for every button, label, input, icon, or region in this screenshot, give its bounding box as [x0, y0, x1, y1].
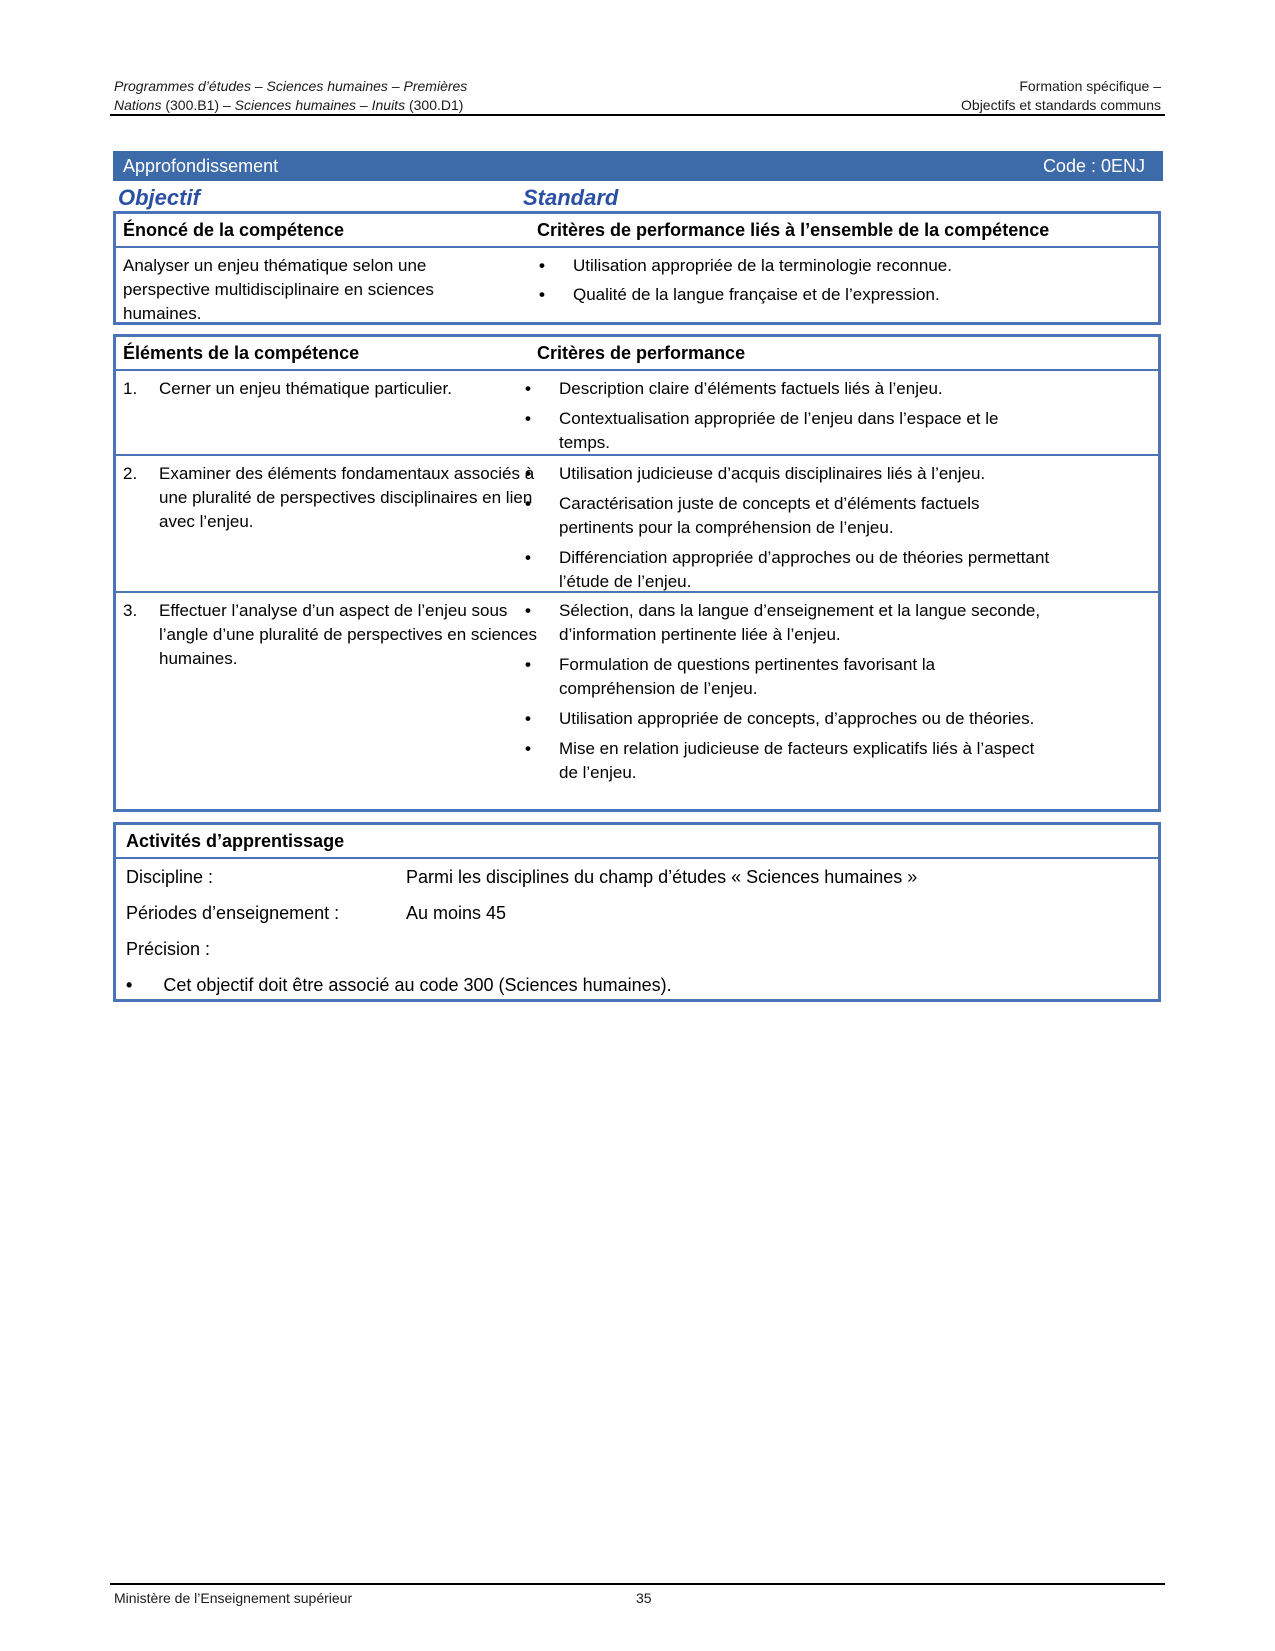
banner-title: Approfondissement — [123, 156, 279, 176]
activities-header: Activités d’apprentissage — [126, 831, 345, 851]
element-number: 2. — [123, 464, 138, 483]
header-segment: Premières — [403, 78, 468, 94]
header-right-line1: Formation spécifique – — [1019, 78, 1161, 94]
criterion-item: • Contextualisation appropriée de l’enjeu dans l’espace et le temps. — [523, 407, 1053, 455]
footer-ministry: Ministère de l’Enseignement supérieur — [114, 1590, 353, 1606]
periods-value: Au moins 45 — [406, 903, 507, 923]
elements-box — [113, 334, 1161, 812]
banner-code: Code : 0ENJ — [1042, 156, 1145, 176]
precision-item: Cet objectif doit être associé au code 300 (Sciences humaines). — [163, 975, 672, 995]
criterion-item: • Formulation de questions pertinentes favorisant la compréhension de l’enjeu. — [523, 653, 1053, 701]
element-row — [116, 369, 1158, 452]
element-number: 3. — [123, 601, 138, 620]
element-description: Effectuer l’analyse d’un aspect de l’enjeu sous l’angle d’une pluralité de perspectives en sciences humaines. — [159, 601, 538, 668]
precision-label: Précision : — [126, 939, 211, 959]
header-segment: (300.B1) – — [161, 97, 235, 113]
element-text — [123, 599, 539, 671]
elements-header-row — [116, 337, 1158, 371]
header-segment: Nations — [114, 97, 162, 113]
criterion-item: • Utilisation judicieuse d’acquis disciplinaires liés à l’enjeu. — [523, 462, 1053, 486]
competence-header-right: Critères de performance liés à l’ensemble de la compétence — [537, 220, 1050, 240]
competence-box — [113, 211, 1161, 325]
element-description: Examiner des éléments fondamentaux associés à une pluralité de perspectives disciplinaires en lien avec l’enjeu. — [159, 464, 535, 531]
criterion-item: • Mise en relation judicieuse de facteurs explicatifs liés à l’aspect de l’enjeu. — [523, 737, 1053, 785]
header-segment: Sciences humaines — [266, 78, 388, 94]
discipline-label: Discipline : — [126, 867, 214, 887]
header-segment: Programmes d’études — [114, 78, 251, 94]
objectif-heading: Objectif — [118, 185, 200, 210]
activities-box — [113, 822, 1161, 1002]
approfondissement-banner — [113, 151, 1163, 181]
elements-header-left: Éléments de la compétence — [123, 343, 360, 363]
element-criteria — [523, 377, 1053, 461]
precision-bullet: • — [126, 975, 133, 995]
element-text — [123, 377, 539, 401]
header-segment: – — [356, 97, 372, 113]
element-criteria — [523, 599, 1053, 791]
header-rule — [110, 114, 1165, 116]
element-number: 1. — [123, 379, 138, 398]
header-segment: – — [387, 78, 404, 94]
header-left-line2 — [114, 96, 544, 115]
periods-label: Périodes d’enseignement : — [126, 903, 340, 923]
footer-rule — [110, 1583, 1165, 1585]
header-segment: Sciences humaines — [234, 97, 357, 113]
element-row — [116, 454, 1158, 591]
precision-list — [126, 975, 1126, 996]
header-segment: – — [250, 78, 267, 94]
element-text — [123, 462, 539, 534]
competence-statement: Analyser un enjeu thématique selon une perspective multidisciplinaire en sciences humaines. — [123, 256, 434, 323]
footer-page-number: 35 — [636, 1590, 652, 1606]
competence-header-row — [116, 214, 1158, 248]
competence-criteria — [537, 254, 1157, 312]
header-segment: Inuits — [371, 97, 406, 113]
criterion-item: • Utilisation appropriée de concepts, d’approches ou de théories. — [523, 707, 1053, 731]
criterion-item: • Qualité de la langue française et de l’expression. — [537, 283, 1157, 307]
criterion-item: • Description claire d’éléments factuels liés à l’enjeu. — [523, 377, 1053, 401]
competence-header-left: Énoncé de la compétence — [123, 220, 345, 240]
header-right-line2: Objectifs et standards communs — [961, 97, 1161, 113]
element-row — [116, 591, 1158, 782]
activities-header-row — [116, 825, 1158, 859]
header-left — [114, 77, 544, 115]
criterion-item: • Caractérisation juste de concepts et d’éléments factuels pertinents pour la compréhension de l’enjeu. — [523, 492, 1053, 540]
header-left-line1 — [114, 77, 544, 96]
elements-header-right: Critères de performance — [537, 343, 746, 363]
discipline-value: Parmi les disciplines du champ d’études « Sciences humaines » — [406, 867, 918, 887]
element-criteria — [523, 462, 1053, 600]
header-right — [831, 77, 1161, 115]
criterion-item: • Utilisation appropriée de la terminologie reconnue. — [537, 254, 1157, 278]
element-description: Cerner un enjeu thématique particulier. — [159, 379, 452, 398]
criterion-item: • Sélection, dans la langue d’enseignement et la langue seconde, d’information pertinente liée à l’enjeu. — [523, 599, 1053, 647]
header-segment: (300.D1) — [405, 97, 464, 113]
standard-heading: Standard — [523, 185, 619, 210]
criterion-item: • Différenciation appropriée d’approches ou de théories permettant l’étude de l’enjeu. — [523, 546, 1053, 594]
